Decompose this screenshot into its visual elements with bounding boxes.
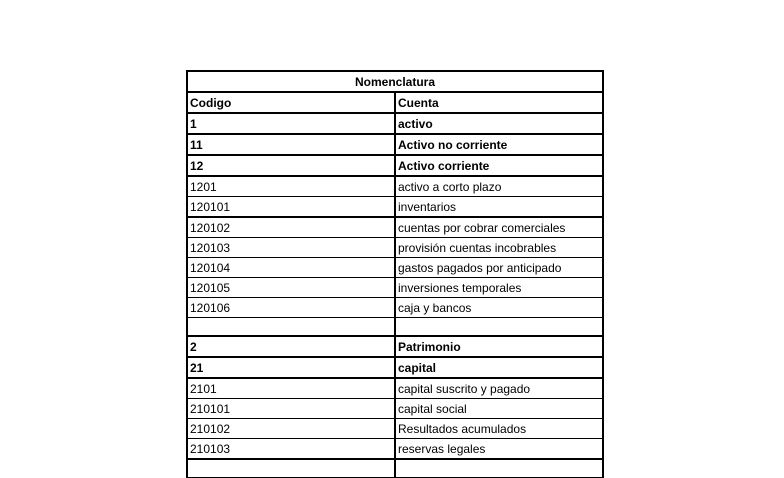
table-title: Nomenclatura	[187, 71, 603, 92]
nomenclature-table	[186, 70, 604, 478]
table-row	[187, 238, 603, 258]
table-row	[187, 134, 603, 155]
cell-code: 1	[187, 113, 395, 134]
cell-code: 210102	[187, 419, 395, 439]
cell-code: 1201	[187, 176, 395, 197]
cell-account: Patrimonio	[395, 336, 603, 357]
cell-account: gastos pagados por anticipado	[395, 258, 603, 278]
cell-account: provisión cuentas incobrables	[395, 238, 603, 258]
cell-account: activo a corto plazo	[395, 176, 603, 197]
cell-account	[395, 459, 603, 478]
cell-code	[187, 459, 395, 478]
cell-code: 120102	[187, 217, 395, 238]
cell-account: Activo no corriente	[395, 134, 603, 155]
cell-code: 11	[187, 134, 395, 155]
blank-row	[187, 318, 603, 337]
table-row	[187, 278, 603, 298]
column-header-account: Cuenta	[395, 92, 603, 113]
spreadsheet-page	[186, 70, 604, 478]
table-body	[187, 71, 603, 478]
table-row	[187, 197, 603, 218]
cell-code	[187, 318, 395, 337]
cell-code: 12	[187, 155, 395, 176]
cell-code: 210103	[187, 439, 395, 460]
cell-account: reservas legales	[395, 439, 603, 460]
cell-code: 2101	[187, 378, 395, 399]
cell-code: 210101	[187, 399, 395, 419]
cell-code: 21	[187, 357, 395, 378]
cell-code: 2	[187, 336, 395, 357]
cell-account: cuentas por cobrar comerciales	[395, 217, 603, 238]
table-title-row	[187, 71, 603, 92]
table-row	[187, 419, 603, 439]
table-row	[187, 258, 603, 278]
table-row	[187, 176, 603, 197]
cell-account: inventarios	[395, 197, 603, 218]
cell-account: capital	[395, 357, 603, 378]
table-row	[187, 336, 603, 357]
cell-code: 120103	[187, 238, 395, 258]
table-row	[187, 357, 603, 378]
table-row	[187, 378, 603, 399]
cell-code: 120105	[187, 278, 395, 298]
column-header-code: Codigo	[187, 92, 395, 113]
cell-account: caja y bancos	[395, 298, 603, 318]
table-row	[187, 217, 603, 238]
cell-account	[395, 318, 603, 337]
cell-account: capital social	[395, 399, 603, 419]
cell-account: Activo corriente	[395, 155, 603, 176]
table-row	[187, 155, 603, 176]
table-header-row	[187, 92, 603, 113]
cell-account: Resultados acumulados	[395, 419, 603, 439]
cell-account: capital suscrito y pagado	[395, 378, 603, 399]
blank-row	[187, 459, 603, 478]
cell-code: 120104	[187, 258, 395, 278]
cell-account: inversiones temporales	[395, 278, 603, 298]
table-row	[187, 298, 603, 318]
cell-code: 120101	[187, 197, 395, 218]
cell-code: 120106	[187, 298, 395, 318]
table-row	[187, 399, 603, 419]
cell-account: activo	[395, 113, 603, 134]
table-row	[187, 439, 603, 460]
table-row	[187, 113, 603, 134]
